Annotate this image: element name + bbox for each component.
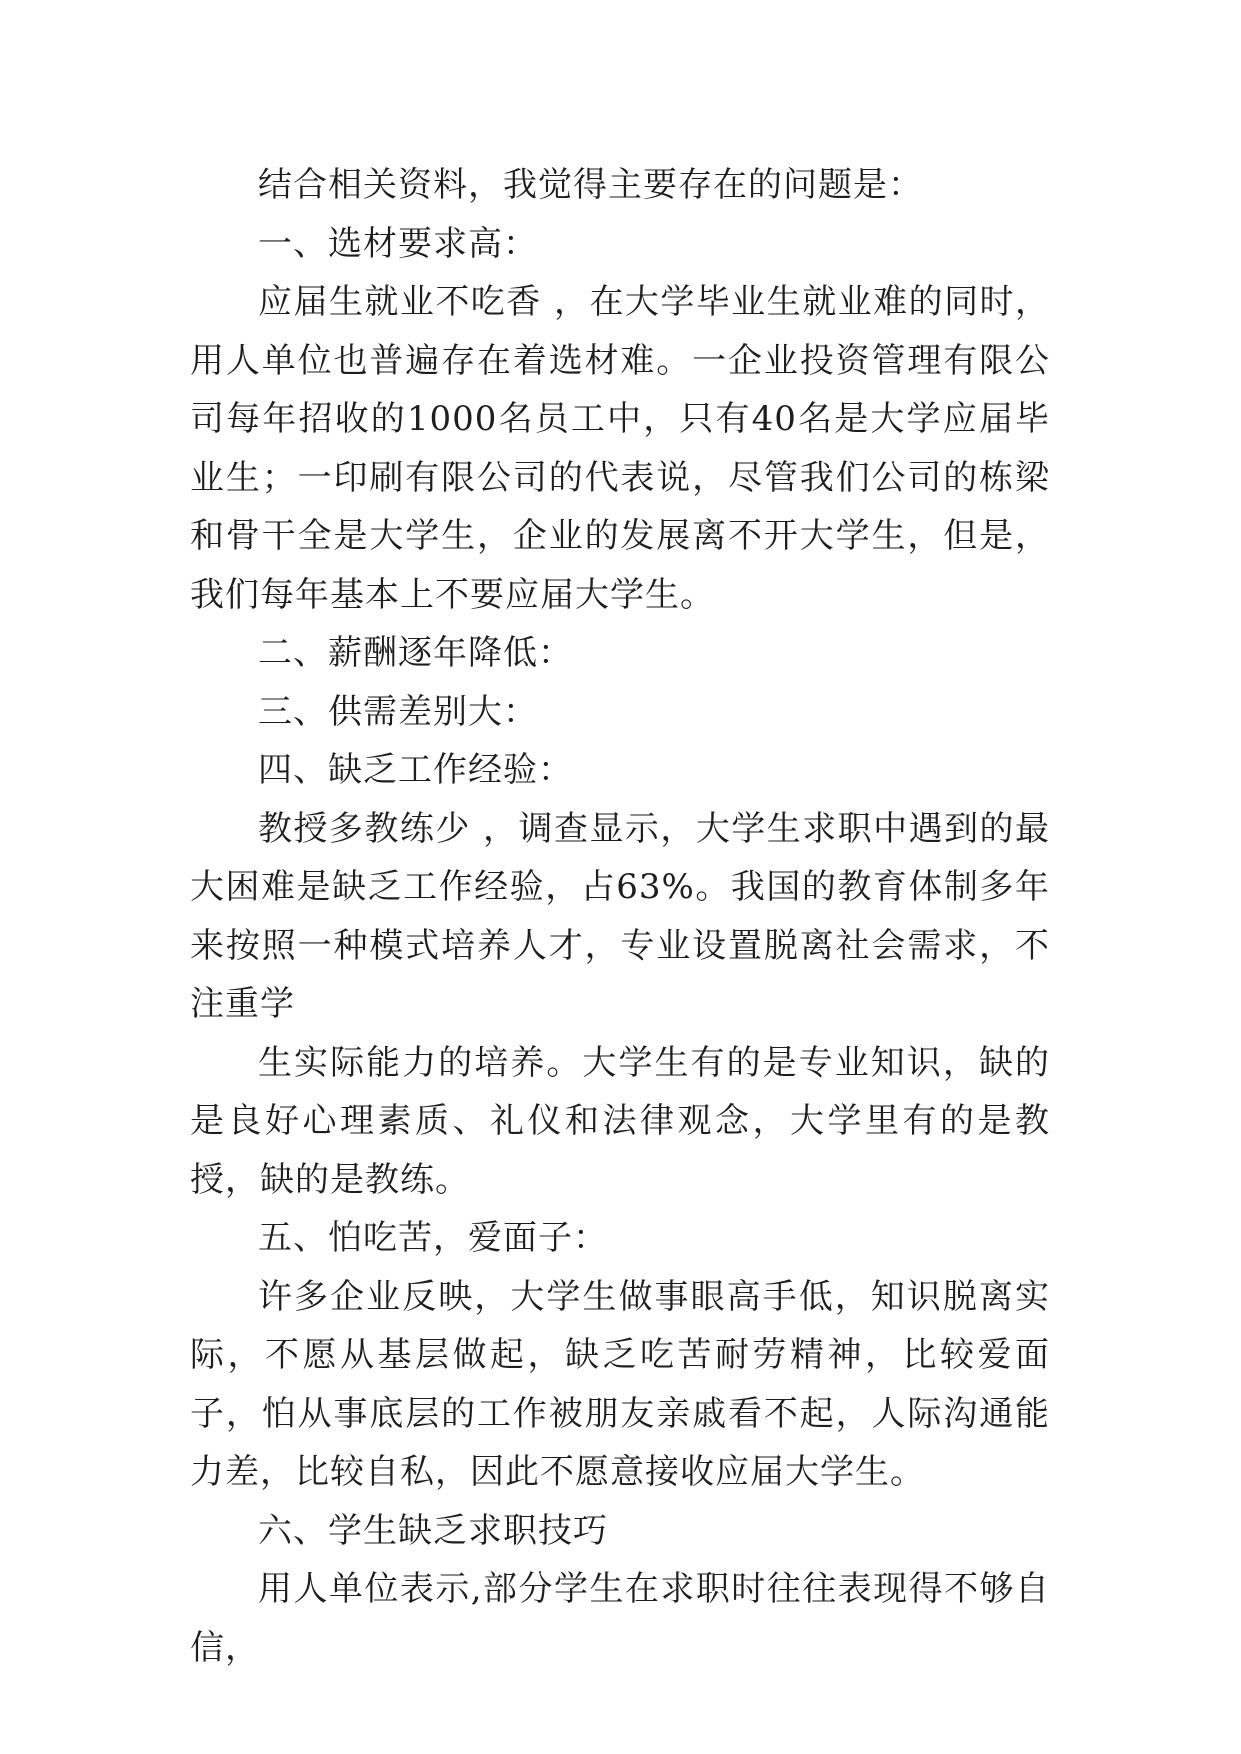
heading-point-4: 四、缺乏工作经验： [258,750,573,790]
paragraph-intro: 结合相关资料，我觉得主要存在的问题是： [258,165,923,205]
heading-point-1: 一、选材要求高： [258,223,538,264]
paragraph-point-6: 用人单位表示,部分学生在求职时往往表现得不够自信， [190,1569,1050,1668]
paragraph-point-1: 应届生就业不吃香 ，在大学毕业生就业难的同时，用人单位也普遍存在着选材难。一企业投资管理有限公司每年招收的1000名员工中，只有40名是大学应届毕业生；一印刷有限公司的代表说，尽管我们公司的栋梁和骨干全是大学生，企业的发展离不开大学生，但是，我们每年基本上不要应届大学生。 [190,282,1050,615]
paragraph-point-5: 许多企业反映，大学生做事眼高手低，知识脱离实际，不愿从基层做起，缺乏吃苦耐劳精神，比较爱面子，怕从事底层的工作被朋友亲戚看不起，人际沟通能力差，比较自私，因此不愿意接收应届大学生。 [190,1276,1050,1492]
paragraph-point-4b: 生实际能力的培养。大学生有的是专业知识，缺的是良好心理素质、礼仪和法律观念，大学里有的是教授，缺的是教练。 [190,1042,1050,1200]
paragraph-point-4a: 教授多教练少 ，调查显示，大学生求职中遇到的最大困难是缺乏工作经验，占63%。我国的教育体制多年来按照一种模式培养人才，专业设置脱离社会需求，不注重学 [190,808,1050,1024]
heading-point-6: 六、学生缺乏求职技巧 [258,1510,608,1551]
document-body [190,156,1050,1677]
heading-point-2: 二、薪酬逐年降低： [258,633,573,673]
heading-point-5: 五、怕吃苦，爱面子： [258,1218,608,1258]
heading-point-3: 三、供需差别大： [258,691,538,732]
